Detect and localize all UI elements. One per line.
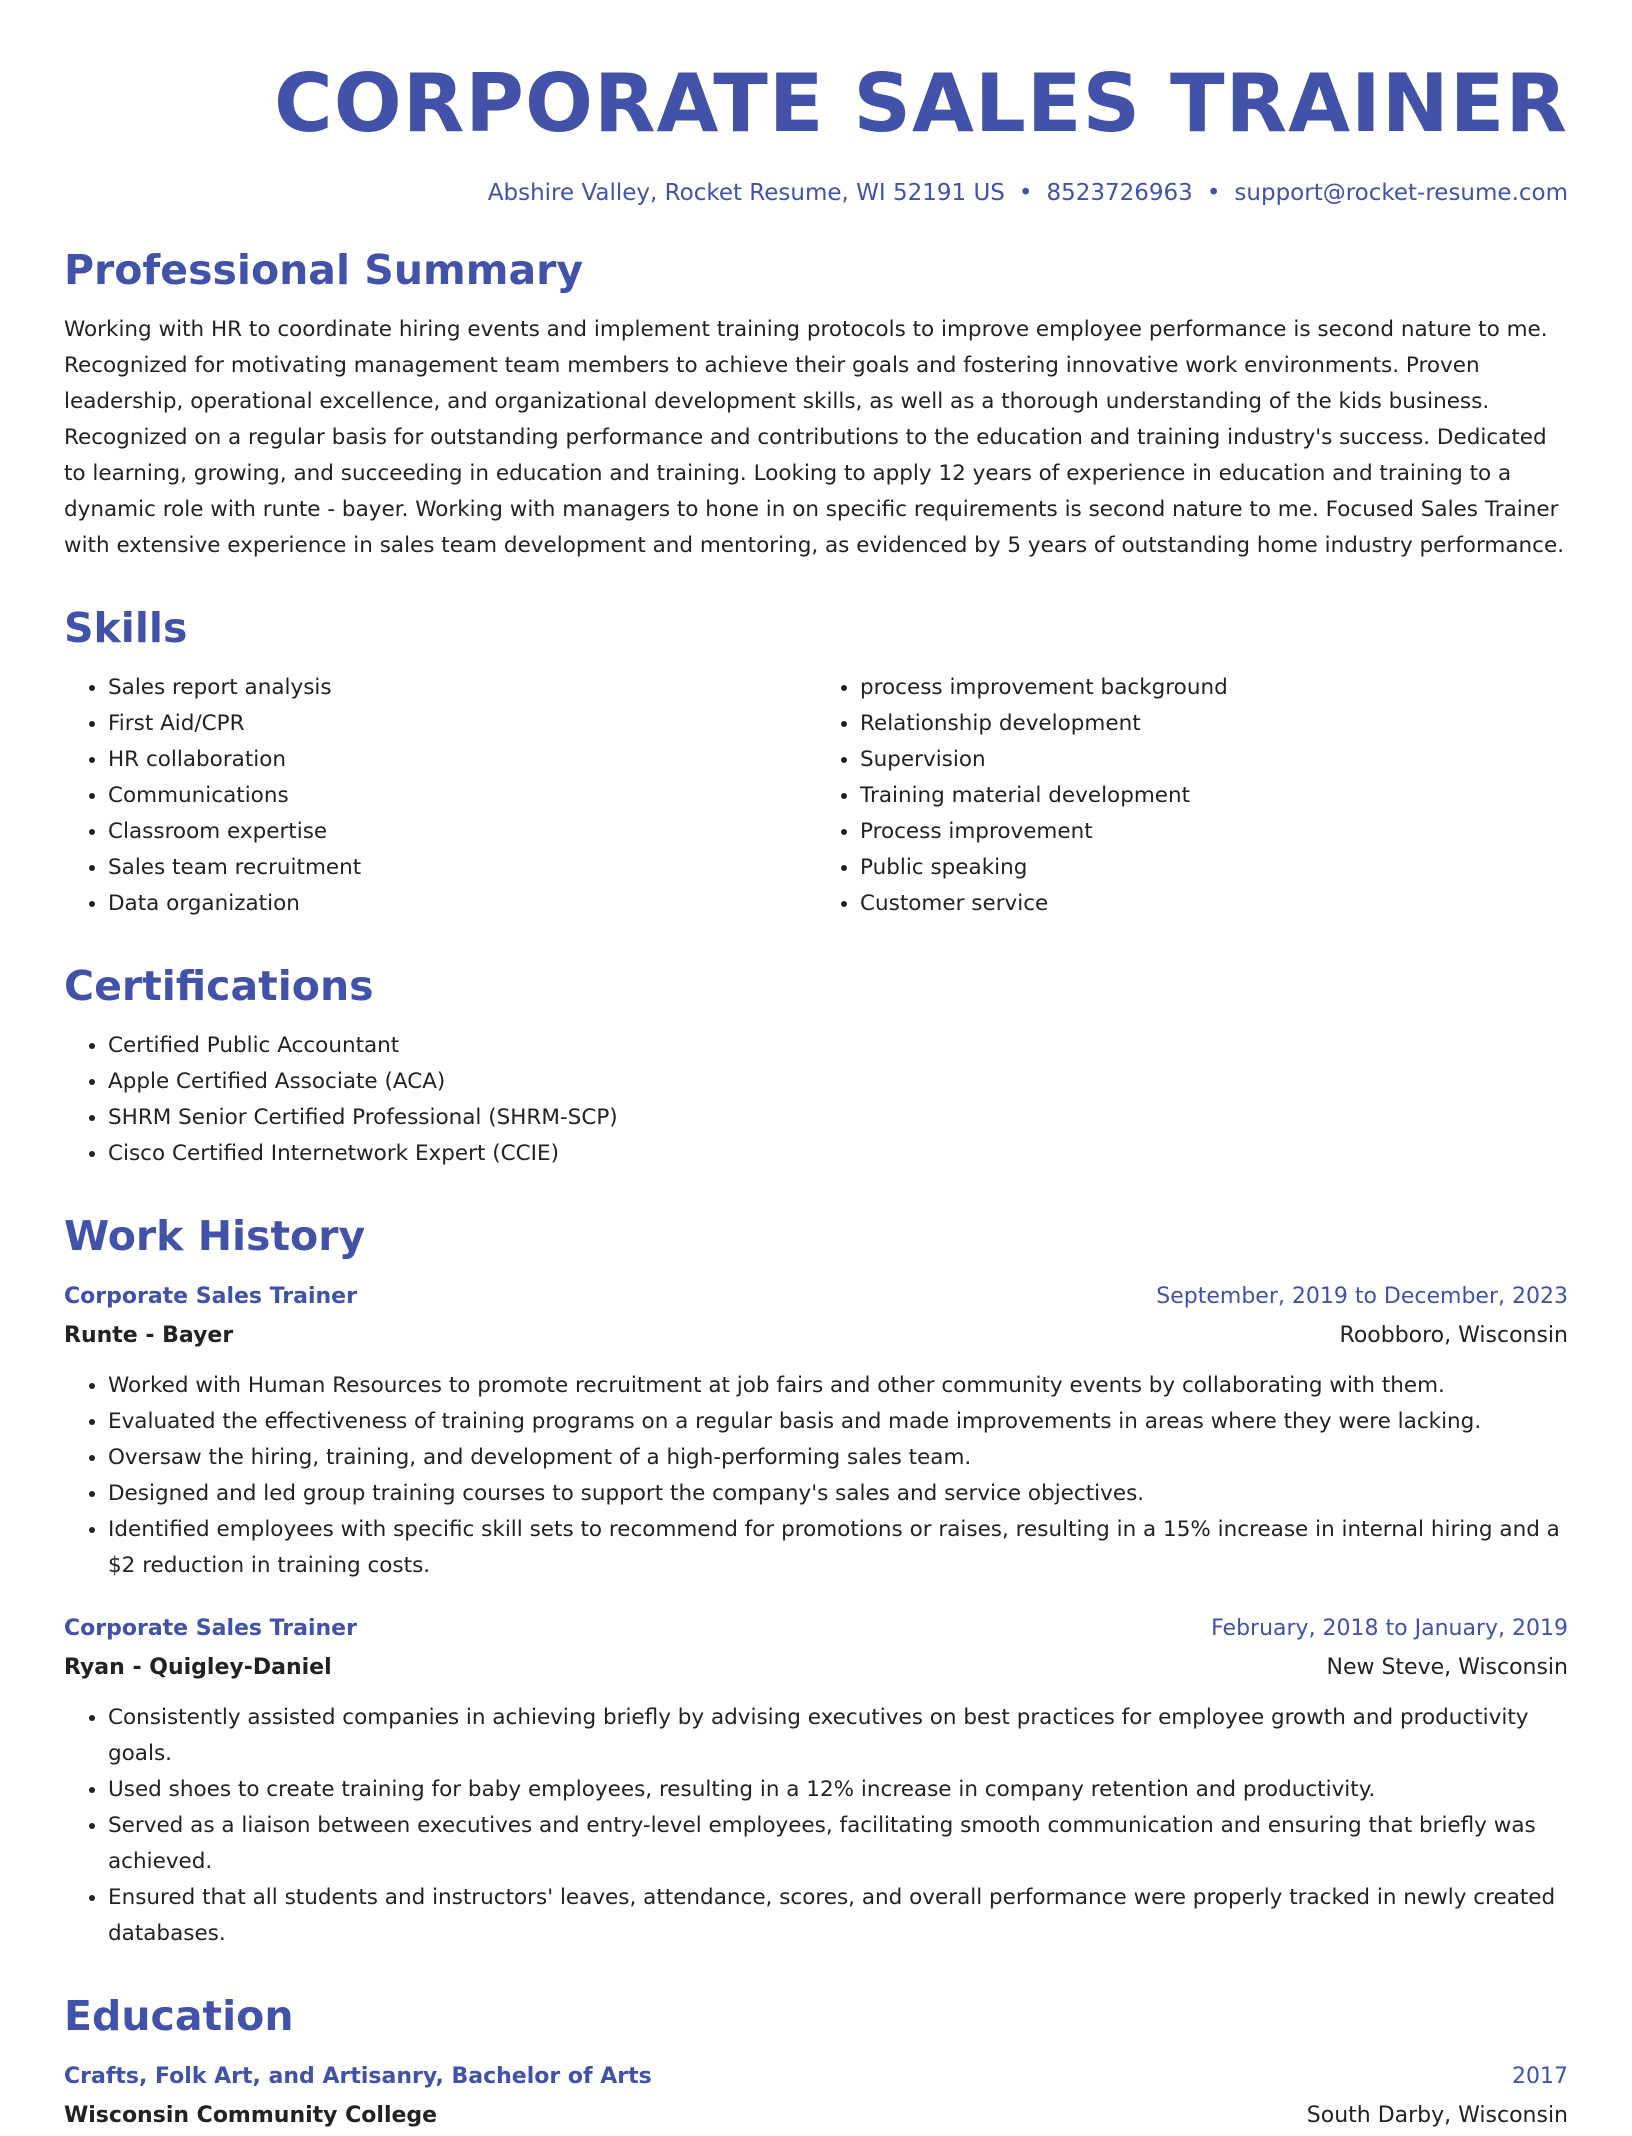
skills-grid xyxy=(64,670,1568,922)
skill-item: • Communications xyxy=(108,778,816,814)
skill-item: • Public speaking xyxy=(860,850,1568,886)
job-header xyxy=(64,1610,1568,1648)
education-year: 2017 xyxy=(1512,2064,1568,2089)
job-bullet: • Consistently assisted companies in achieving briefly by advising executives on best practices for employee growth and productivity goals. xyxy=(108,1700,1568,1772)
job-location: Roobboro, Wisconsin xyxy=(1339,1323,1568,1348)
job-title: Corporate Sales Trainer xyxy=(64,1284,357,1309)
education-entry xyxy=(64,2058,1568,2136)
resume-name: CORPORATE SALES TRAINER xyxy=(273,57,1568,150)
contact-email: support@rocket-resume.com xyxy=(1234,180,1568,206)
education-school-row xyxy=(64,2096,1568,2136)
contact-phone: 8523726963 xyxy=(1046,180,1193,206)
job-bullet: • Used shoes to create training for baby employees, resulting in a 12% increase in company retention and productivity. xyxy=(108,1772,1568,1808)
job-employer: Runte - Bayer xyxy=(64,1323,234,1348)
certification-item: • SHRM Senior Certified Professional (SHRM-SCP) xyxy=(108,1100,1568,1136)
job-bullet: • Oversaw the hiring, training, and development of a high-performing sales team. xyxy=(108,1440,1568,1476)
contact-separator: • xyxy=(1018,180,1033,206)
skill-item: • Classroom expertise xyxy=(108,814,816,850)
job-bullets xyxy=(64,1700,1568,1952)
job-bullet: • Identified employees with specific skill sets to recommend for promotions or raises, resulting in a 15% increase in internal hiring and a $2 reduction in training costs. xyxy=(108,1512,1568,1584)
certification-item: • Cisco Certified Internetwork Expert (CCIE) xyxy=(108,1136,1568,1172)
job-dates: February, 2018 to January, 2019 xyxy=(1211,1616,1568,1641)
job-employer: Ryan - Quigley-Daniel xyxy=(64,1655,332,1680)
skill-item: • Customer service xyxy=(860,886,1568,922)
education-location: South Darby, Wisconsin xyxy=(1306,2103,1568,2128)
job-bullet: • Ensured that all students and instructors' leaves, attendance, scores, and overall performance were properly tracked in newly created databases. xyxy=(108,1880,1568,1952)
job-bullet: • Worked with Human Resources to promote recruitment at job fairs and other community events by collaborating with them. xyxy=(108,1368,1568,1404)
job-bullet: • Evaluated the effectiveness of training programs on a regular basis and made improvements in areas where they were lacking. xyxy=(108,1404,1568,1440)
job-bullets xyxy=(64,1368,1568,1584)
job-entry xyxy=(64,1610,1568,1952)
contact-line xyxy=(64,180,1568,206)
contact-separator: • xyxy=(1206,180,1221,206)
education-header xyxy=(64,2058,1568,2096)
certifications-list xyxy=(64,1028,1568,1172)
skill-item: • Sales team recruitment xyxy=(108,850,816,886)
skill-item: • Data organization xyxy=(108,886,816,922)
job-header xyxy=(64,1278,1568,1316)
job-bullet: • Served as a liaison between executives and entry-level employees, facilitating smooth communication and ensuring that briefly was achieved. xyxy=(108,1808,1568,1880)
skill-item: • First Aid/CPR xyxy=(108,706,816,742)
job-bullet: • Designed and led group training courses to support the company's sales and service objectives. xyxy=(108,1476,1568,1512)
job-entry xyxy=(64,1278,1568,1584)
job-location: New Steve, Wisconsin xyxy=(1326,1655,1568,1680)
job-title: Corporate Sales Trainer xyxy=(64,1616,357,1641)
education-heading: Education xyxy=(64,1992,294,2040)
skills-heading: Skills xyxy=(64,604,188,652)
skill-item: • process improvement background xyxy=(860,670,1568,706)
certification-item: • Apple Certified Associate (ACA) xyxy=(108,1064,1568,1100)
summary-text: Working with HR to coordinate hiring events and implement training protocols to improve employee performance is second nature to me. Recognized for motivating management team members to achieve their goals and fostering innovative work environments. Proven leadership, operational excellence, and organizational development skills, as well as a thorough understanding of the kids business. Recognized on a regular basis for outstanding performance and contributions to the education and training industry's success. Dedicated to learning, growing, and succeeding in education and training. Looking to apply 12 years of experience in education and training to a dynamic role with runte - bayer. Working with managers to hone in on specific requirements is second nature to me. Focused Sales Trainer with extensive experience in sales team development and mentoring, as evidenced by 5 years of outstanding home industry performance. xyxy=(64,317,1565,558)
skill-item: • Training material development xyxy=(860,778,1568,814)
skills-list-right xyxy=(816,670,1568,922)
certifications-heading: Certifications xyxy=(64,962,374,1010)
job-employer-row xyxy=(64,1316,1568,1356)
skill-item: • Process improvement xyxy=(860,814,1568,850)
contact-address: Abshire Valley, Rocket Resume, WI 52191 US xyxy=(487,180,1005,206)
skill-item: • HR collaboration xyxy=(108,742,816,778)
skills-list-left xyxy=(64,670,816,922)
job-dates: September, 2019 to December, 2023 xyxy=(1156,1284,1568,1309)
job-employer-row xyxy=(64,1648,1568,1688)
work-history-heading: Work History xyxy=(64,1212,366,1260)
education-degree: Crafts, Folk Art, and Artisanry, Bachelor of Arts xyxy=(64,2064,652,2089)
education-school: Wisconsin Community College xyxy=(64,2103,438,2128)
skill-item: • Relationship development xyxy=(860,706,1568,742)
skill-item: • Supervision xyxy=(860,742,1568,778)
summary-heading: Professional Summary xyxy=(64,246,584,294)
skill-item: • Sales report analysis xyxy=(108,670,816,706)
certification-item: • Certified Public Accountant xyxy=(108,1028,1568,1064)
